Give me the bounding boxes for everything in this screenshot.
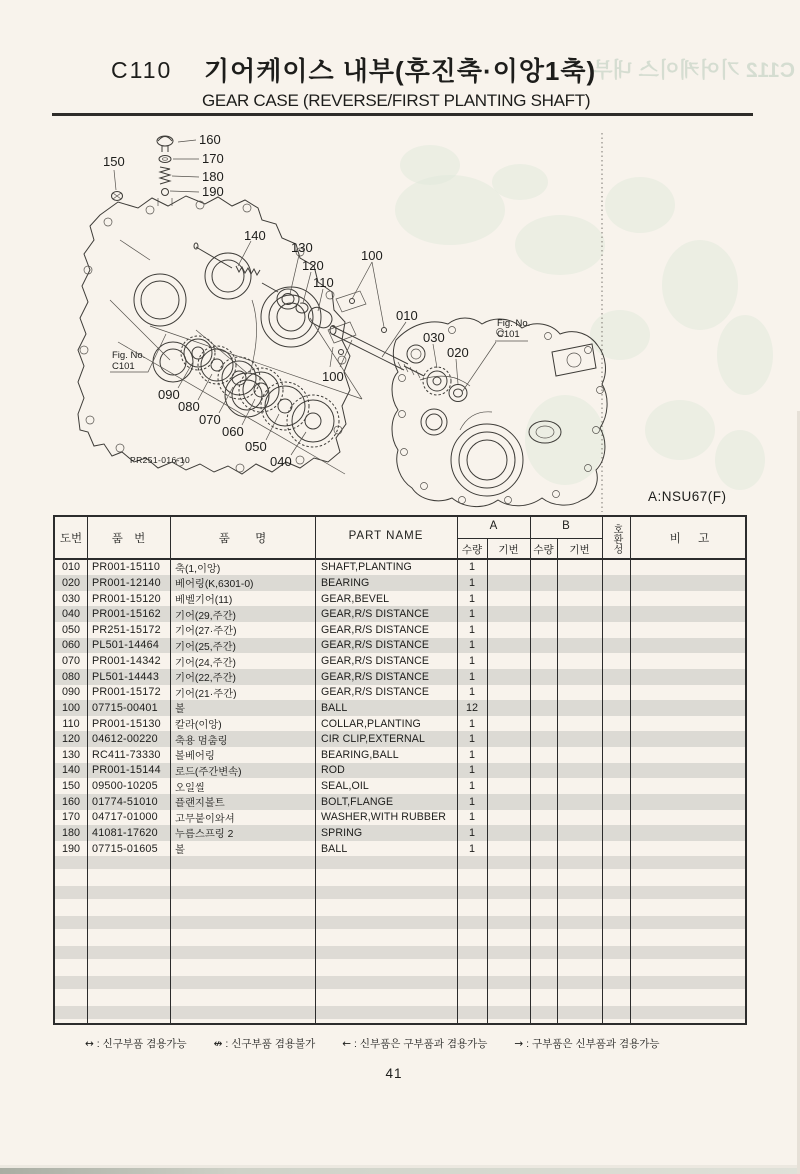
cell-part-no: PR001-15130 [92,717,161,730]
callout-130: 130 [291,240,313,255]
cell-part-no: PR001-15120 [92,592,161,605]
cell-part-name: BALL [321,842,348,855]
cell-qty-a: 1 [468,795,475,808]
col-header-name-ko: 품 명 [218,533,267,545]
scan-edge-shadow [0,1168,800,1174]
table-row [55,810,745,826]
cell-name-ko: 베어링(K,6301-0) [175,579,254,591]
cell-part-no: PR001-15144 [92,764,161,777]
legend-text: 신구부품 겸용가능 [102,1038,187,1050]
table-row [55,700,745,716]
table-column-line [602,517,603,1023]
both-ways-arrow-icon: ↔ [85,1038,94,1050]
col-header-qty-b: 수량 [533,544,554,556]
cell-name-ko: 기어(21·주간) [175,688,237,700]
variant-label: A:NSU67(F) [648,489,727,504]
cell-qty-a: 1 [468,670,475,683]
table-column-line [487,538,488,1023]
cell-part-name: GEAR,BEVEL [321,592,390,605]
cell-ref-no: 140 [61,764,80,777]
table-column-line [530,517,531,1023]
callout-020: 020 [447,345,469,360]
legend-sep: : [222,1038,232,1050]
cell-ref-no: 020 [61,576,80,589]
cell-ref-no: 030 [61,592,80,605]
table-column-line [87,517,88,1023]
fig-ref-right [462,318,530,392]
cell-part-name: BOLT,FLANGE [321,795,394,808]
distance-gears-drawing [181,336,339,447]
cell-name-ko: 기어(22,주간) [175,673,236,685]
bleed-through-shapes [395,145,773,490]
col-header-serial-b: 기번 [569,544,590,556]
cell-qty-a: 1 [468,811,475,824]
cell-qty-a: 1 [468,592,475,605]
page-title-korean: 기어케이스 내부(후진축·이앙1축) [204,56,597,86]
cell-name-ko: 기어(29,주간) [175,610,236,622]
cell-part-name: SEAL,OIL [321,780,369,793]
cell-part-name: CIR CLIP,EXTERNAL [321,733,425,746]
callout-100-lower: 100 [322,369,344,384]
cell-part-no: PR001-14342 [92,655,161,668]
cell-name-ko: 축용 멈춤링 [175,735,228,747]
cell-name-ko: 볼베어링 [175,751,215,763]
table-row [55,575,745,591]
cell-part-name: BEARING,BALL [321,748,399,761]
cell-part-no: PR001-15172 [92,686,161,699]
table-row [55,731,745,747]
cell-name-ko: 기어(25,주간) [175,641,236,653]
table-row [55,653,745,669]
cell-ref-no: 150 [61,780,80,793]
cell-name-ko: 고무붙이와셔 [175,813,235,825]
table-row [55,669,745,685]
cell-part-name: SHAFT,PLANTING [321,561,412,574]
cell-name-ko: 축(1,이앙) [175,563,221,575]
cell-part-name: GEAR,R/S DISTANCE [321,608,430,621]
cell-part-name: WASHER,WITH RUBBER [321,811,447,824]
cell-ref-no: 170 [61,811,80,824]
legend-text: 신구부품 겸용불가 [231,1038,316,1050]
col-header-part-no: 품 번 [111,533,146,545]
table-row [55,747,745,763]
cell-ref-no: 120 [61,733,80,746]
callout-080: 080 [178,399,200,414]
table-column-line [557,538,558,1023]
exploded-diagram [0,120,800,515]
cell-ref-no: 110 [62,717,80,730]
cell-qty-a: 1 [468,576,475,589]
section-code: C110 [111,57,173,83]
callout-070: 070 [199,412,221,427]
cell-part-no: 07715-00401 [92,701,158,714]
page-title-english: GEAR CASE (REVERSE/FIRST PLANTING SHAFT) [202,91,591,110]
plug-parts-stack-drawing [157,136,173,196]
cell-qty-a: 1 [468,655,475,668]
cell-qty-a: 1 [468,764,475,777]
col-header-compat: 호환성 [611,524,622,554]
cell-part-no: PL501-14443 [92,670,160,683]
cell-qty-a: 1 [468,842,475,855]
drawing-code: PR251-016-10 [130,455,191,465]
cell-part-name: GEAR,R/S DISTANCE [321,623,430,636]
cell-ref-no: 130 [61,748,80,761]
table-row [55,716,745,732]
cell-part-no: PR001-15110 [92,561,161,574]
table-row [55,841,745,857]
cell-part-no: PR251-15172 [92,623,161,636]
cell-name-ko: 로드(주간변속) [175,766,242,778]
cell-part-no: 04717-01000 [92,811,158,824]
cell-part-no: PL501-14464 [92,639,160,652]
callout-120: 120 [302,258,324,273]
cell-name-ko: 누름스프링 2 [175,829,234,841]
callout-030: 030 [423,330,445,345]
cell-part-name: GEAR,R/S DISTANCE [321,639,430,652]
compatibility-legend [85,1036,765,1051]
right-arrow-icon: → [514,1038,524,1050]
fig-ref-right-line2: C101 [497,329,520,340]
gear-case-housing-drawing [78,196,350,474]
cell-qty-a: 1 [468,780,475,793]
cell-ref-no: 180 [61,826,80,839]
cell-name-ko: 기어(24,주간) [175,657,236,669]
col-header-group-b: B [562,520,570,532]
callout-110: 110 [313,275,334,290]
table-row [55,560,745,576]
projection-lines [118,318,362,474]
legend-item [85,1036,187,1051]
cell-ref-no: 060 [61,639,80,652]
cell-qty-a: 1 [468,733,475,746]
cell-part-name: ROD [321,764,345,777]
cell-ref-no: 190 [61,842,80,855]
cell-qty-a: 1 [468,686,475,699]
table-row [55,763,745,779]
legend-sep: : [523,1038,532,1050]
table-header-bottom-line [55,558,745,560]
table-row [55,794,745,810]
col-header-no: 도번 [59,533,83,545]
callout-050: 050 [245,439,267,454]
cell-ref-no: 040 [61,608,80,621]
cell-ref-no: 070 [61,655,80,668]
cell-part-no: PR001-15162 [92,608,161,621]
table-row [55,622,745,638]
fig-ref-left-line2: C101 [112,361,135,372]
cell-part-no: 09500-10205 [92,780,158,793]
cell-part-no: PR001-12140 [92,576,161,589]
table-column-line [457,517,458,1023]
legend-text: 구부품은 신부품과 겸용가능 [532,1038,660,1050]
table-column-line [315,517,316,1023]
cell-name-ko: 기어(27·주간) [175,626,237,638]
cell-name-ko: 칼라(이앙) [175,720,222,732]
callout-090: 090 [158,387,180,402]
cell-part-no: 07715-01605 [92,842,158,855]
legend-item [214,1036,316,1051]
cell-part-no: 04612-00220 [92,733,158,746]
table-header-mid-line [457,538,602,539]
table-row [55,825,745,841]
callout-190: 190 [202,184,224,199]
cell-qty-a: 1 [468,748,475,761]
cell-qty-a: 1 [468,608,475,621]
cell-part-no: 01774-51010 [92,795,158,808]
table-row [55,606,745,622]
callout-180: 180 [202,169,224,184]
legend-sep: : [93,1038,103,1050]
cell-ref-no: 010 [61,561,80,574]
cell-name-ko: 볼 [175,704,185,716]
legend-sep: : [351,1038,360,1050]
cell-ref-no: 160 [61,795,80,808]
table-column-line [170,517,171,1023]
cell-qty-a: 1 [468,639,475,652]
col-header-group-a: A [489,520,498,532]
col-header-qty-a: 수량 [461,544,483,556]
cell-part-name: COLLAR,PLANTING [321,717,421,730]
callout-170: 170 [202,151,224,166]
cell-part-name: BEARING [321,576,370,589]
callout-060: 060 [222,424,244,439]
callout-100-upper: 100 [361,248,383,263]
cell-part-name: SPRING [321,826,363,839]
cell-name-ko: 플랜지볼트 [175,798,225,810]
table-rows [55,560,745,857]
callout-150: 150 [103,154,125,169]
legend-item [514,1036,659,1051]
cell-part-name: GEAR,R/S DISTANCE [321,670,430,683]
callout-140: 140 [244,228,266,243]
table-row [55,591,745,607]
cell-part-no: RC411-73330 [92,748,161,761]
callout-010: 010 [396,308,418,323]
table-column-line [630,517,631,1023]
cell-name-ko: 오일씰 [175,782,205,794]
parts-table [53,515,747,1025]
cell-ref-no: 080 [61,670,80,683]
title-divider-rule [52,113,753,116]
callout-labels [103,132,469,469]
fig-ref-right-line1: Fig. No. [497,318,531,329]
cell-qty-a: 1 [468,826,475,839]
cell-qty-a: 1 [468,623,475,636]
cell-qty-a: 1 [468,561,475,574]
cell-part-name: GEAR,R/S DISTANCE [321,655,430,668]
callout-leader-lines [114,140,458,455]
cell-ref-no: 090 [61,686,80,699]
col-header-remarks: 비 고 [669,533,710,545]
cell-part-name: BALL [321,701,348,714]
callout-160: 160 [199,132,221,147]
cell-part-no: 41081-17620 [92,826,158,839]
left-arrow-icon: ← [342,1038,352,1050]
cell-part-name: GEAR,R/S DISTANCE [321,686,430,699]
cell-qty-a: 1 [468,717,475,730]
legend-text: 신부품은 구부품과 겸용가능 [359,1038,488,1050]
oil-seal-drawing [112,192,123,201]
fig-ref-left-line1: Fig. No. [112,350,146,361]
legend-item [342,1036,487,1051]
page-number: 41 [385,1066,403,1081]
crossed-arrow-icon: ↮ [213,1038,223,1050]
table-row [55,778,745,794]
bleed-through-stripes [55,856,745,1023]
table-row [55,638,745,654]
cell-ref-no: 100 [61,701,80,714]
col-header-part-name: PART NAME [348,530,424,542]
table-row [55,685,745,701]
cell-qty-a: 12 [465,701,478,714]
callout-040: 040 [270,454,292,469]
cell-ref-no: 050 [61,623,80,636]
cell-name-ko: 베벨기어(11) [175,595,233,607]
bleed-through-mirrored-title: C112 기어케이스 내부 [592,59,795,82]
fig-ref-left [110,334,166,372]
cell-name-ko: 볼 [175,845,185,857]
col-header-serial-a: 기번 [498,544,519,556]
